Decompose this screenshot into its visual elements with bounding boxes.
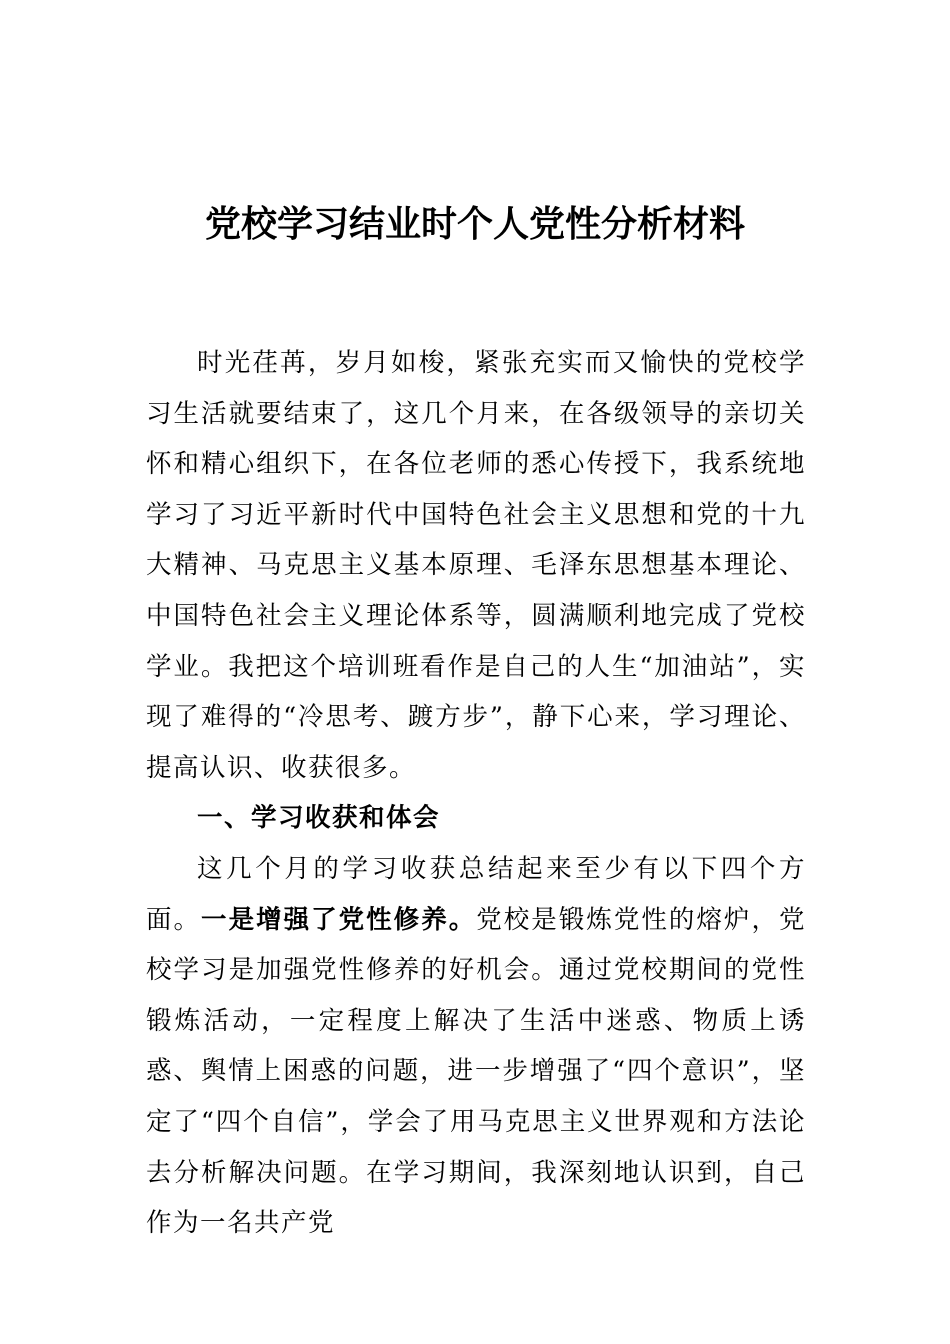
section-1-bold-lead: 一是增强了党性修养。: [201, 904, 477, 935]
section-1-paragraph-prefix: 这几个月的学习收获总结起来至少有以下四个方面。: [146, 853, 806, 935]
intro-paragraph: 时光荏苒，岁月如梭，紧张充实而又愉快的党校学习生活就要结束了，这几个月来，在各级领导的亲切关怀和精心组织下，在各位老师的悉心传授下，我系统地学习了习近平新时代中国特色社会主义思想和党的十九大精神、马克思主义基本原理、毛泽东思想基本理论、中国特色社会主义理论体系等，圆满顺利地完成了党校学业。我把这个培训班看作是自己的人生“加油站”，实现了难得的“冷思考、踱方步”，静下心来，学习理论、提高认识、收获很多。: [146, 348, 806, 783]
document-body: [146, 338, 806, 1249]
section-1-paragraph: [146, 844, 806, 1249]
section-heading-learning-gains: 一、学习收获和体会: [197, 803, 441, 834]
document-title: 党校学习结业时个人党性分析材料: [204, 203, 745, 245]
section-1-paragraph-rest: 党校是锻炼党性的熔炉，党校学习是加强党性修养的好机会。通过党校期间的党性锻炼活动，一定程度上解决了生活中迷惑、物质上诱惑、舆情上困惑的问题，进一步增强了“四个意识”，坚定了“四个自信”，学会了用马克思主义世界观和方法论去分析解决问题。在学习期间，我深刻地认识到，自己作为一名共产党: [146, 904, 806, 1239]
